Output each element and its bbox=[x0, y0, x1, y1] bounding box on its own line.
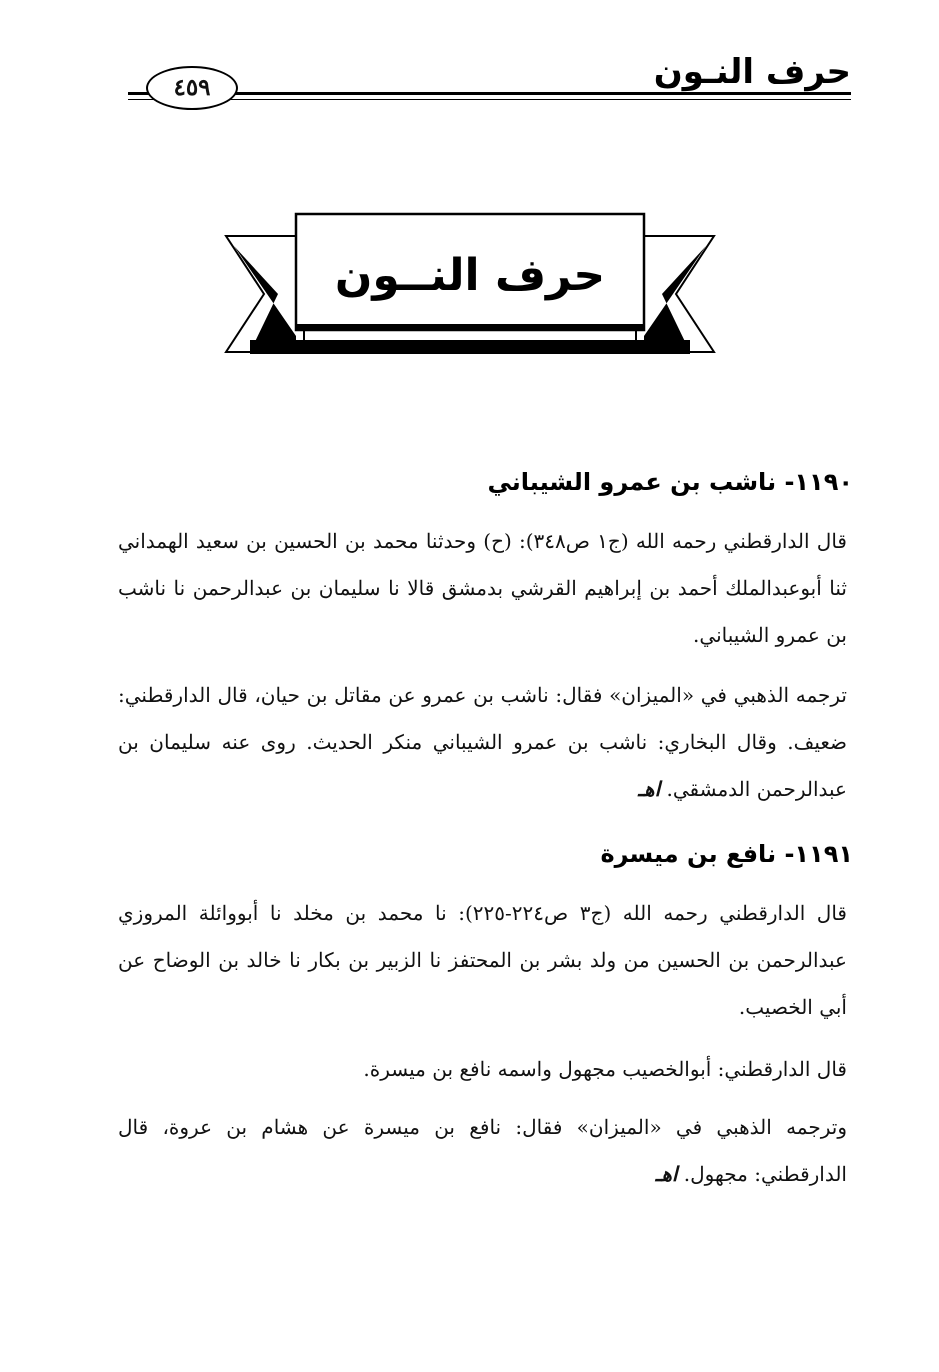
entry-1191-paragraph-1: قال الدارقطني رحمه الله (ج٣ ص٢٢٤-٢٢٥): نا محمد بن مخلد نا أبووائلة المروزي عبدالرحمن بن الحسين من ولد بشر بن المحتفز نا الزبير بن بكار نا خالد بن الوضاح عن أبي الخصيب. bbox=[118, 901, 847, 1019]
entry-1191-paragraph-3 bbox=[118, 1104, 847, 1198]
entry-1190-paragraph-1: قال الدارقطني رحمه الله (ج١ ص٣٤٨): (ح) وحدثنا محمد بن الحسين بن سعيد الهمداني ثنا أبوعبدالملك أحمد بن إبراهيم القرشي بدمشق قالا نا سليمان بن عبدالرحمن نا ناشب بن عمرو الشيباني. bbox=[118, 529, 847, 647]
chapter-header-title: حرف النـون bbox=[653, 52, 851, 92]
closing-mark: اهـ bbox=[638, 777, 661, 801]
entry-heading-1191: ١١٩١- نافع بن ميسرة bbox=[600, 840, 853, 868]
chapter-banner bbox=[220, 206, 720, 366]
entry-1191-paragraph-2: قال الدارقطني: أبوالخصيب مجهول واسمه نافع بن ميسرة. bbox=[363, 1057, 847, 1081]
entry-heading-1190: ١١٩٠- ناشب بن عمرو الشيباني bbox=[487, 468, 853, 496]
entry-1191-paragraph-3-text: وترجمه الذهبي في «الميزان» فقال: نافع بن ميسرة عن هشام بن عروة، قال الدارقطني: مجهول. bbox=[118, 1115, 847, 1186]
page-number: ٤٥٩ bbox=[146, 66, 238, 110]
entry-1190-paragraph-2 bbox=[118, 672, 847, 813]
entry-1190-paragraph-2-text: ترجمه الذهبي في «الميزان» فقال: ناشب بن عمرو عن مقاتل بن حيان، قال الدارقطني: ضعيف. وقال البخاري: ناشب بن عمرو الشيباني منكر الحديث. روى عنه سليمان بن عبدالرحمن الدمشقي. bbox=[118, 683, 847, 801]
banner-title: حرف النــون bbox=[334, 250, 606, 301]
closing-mark: اهـ bbox=[655, 1162, 678, 1186]
ribbon-ornament bbox=[220, 206, 720, 366]
